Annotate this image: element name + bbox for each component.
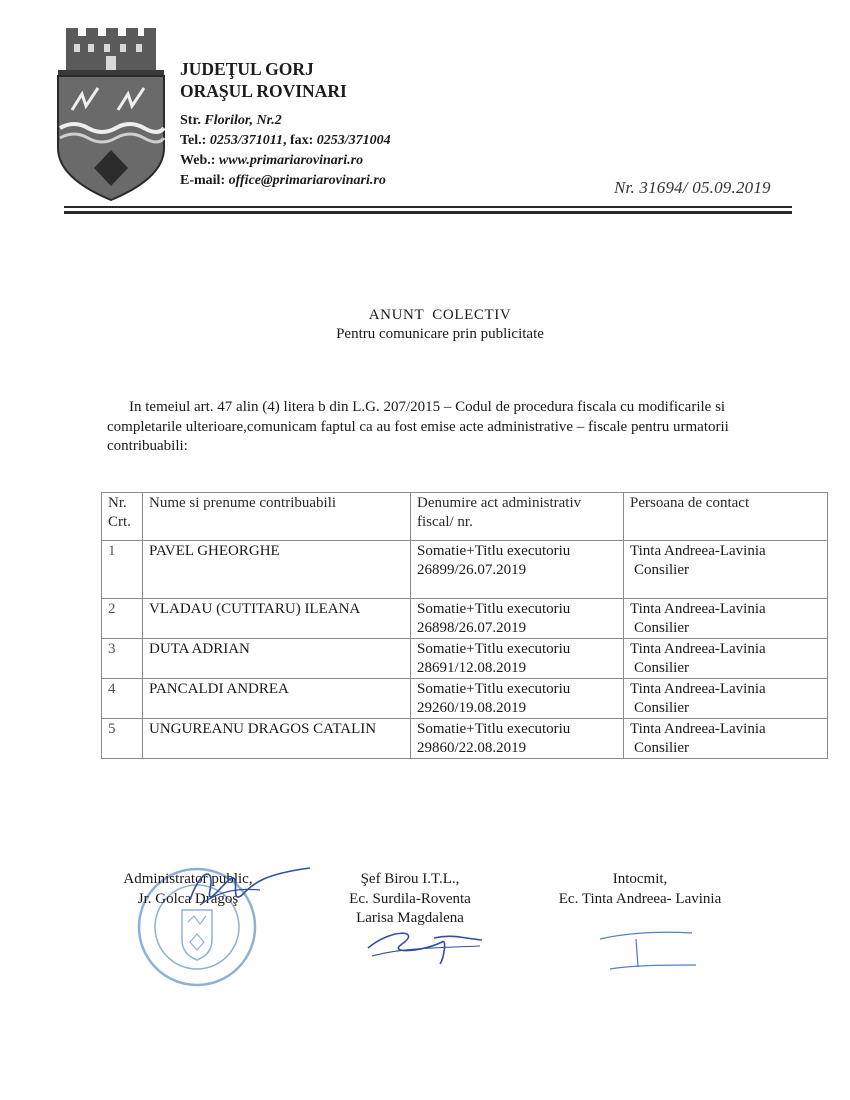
fax-value: 0253/371004 — [316, 133, 391, 148]
contact-name: Tinta Andreea-Lavinia — [630, 641, 766, 657]
table-row — [102, 599, 828, 639]
table-row — [102, 719, 828, 759]
address-label: Str. — [180, 113, 201, 128]
contact-name: Tinta Andreea-Lavinia — [630, 681, 766, 697]
signature-name-line2: Larisa Magdalena — [356, 910, 464, 926]
act-type: Somatie+Titlu executoriu — [417, 601, 571, 617]
handwritten-signature-right — [596, 925, 706, 975]
body-text: In temeiul art. 47 alin (4) litera b din L.G. 207/2015 – Codul de procedura fiscala cu modificarile si completarile ulterioare,comunicam faptul ca au fost emise acte administrative – fiscale pentru urmatorii contribuabili: — [107, 399, 729, 454]
signature-role: Intocmit, — [612, 871, 668, 887]
contact-name: Tinta Andreea-Lavinia — [630, 721, 766, 737]
cell-nr: 2 — [102, 599, 143, 639]
phone-value: 0253/371011 — [209, 133, 283, 148]
signature-role: Şef Birou I.T.L., — [360, 871, 460, 887]
letterhead — [180, 58, 391, 191]
cell-nr: 1 — [102, 541, 143, 599]
cell-act — [411, 541, 624, 599]
announcement-title — [0, 306, 850, 344]
table-row — [102, 679, 828, 719]
county-name: JUDEŢUL GORJ — [180, 59, 314, 79]
document-number: Nr. 31694/ 05.09.2019 — [614, 178, 771, 197]
cell-nr: 4 — [102, 679, 143, 719]
header-name: Nume si prenume contribuabili — [143, 493, 411, 541]
web-line — [180, 151, 391, 171]
contact-name: Tinta Andreea-Lavinia — [630, 601, 766, 617]
body-paragraph — [107, 398, 747, 457]
web-label: Web.: — [180, 153, 216, 168]
address-line — [180, 111, 391, 131]
contact-name: Tinta Andreea-Lavinia — [630, 543, 766, 559]
cell-act — [411, 639, 624, 679]
coat-of-arms-icon — [52, 28, 170, 204]
fax-label: , fax: — [282, 133, 314, 148]
signature-name: Ec. Surdila-Roventa — [349, 890, 471, 907]
cell-name: VLADAU (CUTITARU) ILEANA — [143, 599, 411, 639]
act-type: Somatie+Titlu executoriu — [417, 721, 571, 737]
cell-act — [411, 679, 624, 719]
act-number: 26898/26.07.2019 — [417, 620, 527, 636]
header-divider-thick — [64, 211, 792, 214]
act-number: 28691/12.08.2019 — [417, 660, 527, 676]
contact-role: Consilier — [634, 620, 689, 636]
header-act: Denumire act administrativ fiscal/ nr. — [411, 493, 624, 541]
address-value: Florilor, Nr.2 — [204, 113, 282, 128]
header-divider — [64, 206, 792, 208]
table-row — [102, 639, 828, 679]
cell-nr: 5 — [102, 719, 143, 759]
town-name: ORAŞUL ROVINARI — [180, 81, 347, 101]
header-contact: Persoana de contact — [624, 493, 828, 541]
email-line — [180, 171, 391, 191]
signature-role: Administrator public, — [123, 871, 253, 887]
table-header-row — [102, 493, 828, 541]
phone-label: Tel.: — [180, 133, 207, 148]
cell-contact — [624, 541, 828, 599]
act-number: 29860/22.08.2019 — [417, 740, 527, 756]
taxpayers-table — [101, 492, 828, 759]
signature-name: Ec. Tinta Andreea- Lavinia — [558, 890, 722, 907]
web-link[interactable]: www.primariarovinari.ro — [218, 153, 364, 168]
signature-block-author — [540, 870, 740, 909]
act-number: 26899/26.07.2019 — [417, 562, 527, 578]
act-number: 29260/19.08.2019 — [417, 700, 527, 716]
cell-contact — [624, 679, 828, 719]
cell-name: UNGUREANU DRAGOS CATALIN — [143, 719, 411, 759]
contact-role: Consilier — [634, 740, 689, 756]
header-nr: Nr. Crt. — [102, 493, 143, 541]
cell-name: PANCALDI ANDREA — [143, 679, 411, 719]
cell-nr: 3 — [102, 639, 143, 679]
act-type: Somatie+Titlu executoriu — [417, 543, 571, 559]
handwritten-signature-middle — [362, 918, 492, 968]
email-link[interactable]: office@primariarovinari.ro — [228, 173, 386, 188]
contact-role: Consilier — [634, 660, 689, 676]
cell-act — [411, 599, 624, 639]
cell-contact — [624, 639, 828, 679]
contact-role: Consilier — [634, 700, 689, 716]
cell-name: DUTA ADRIAN — [143, 639, 411, 679]
cell-name: PAVEL GHEORGHE — [143, 541, 411, 599]
title-subtitle: Pentru comunicare prin publicitate — [336, 326, 544, 342]
title-main: ANUNT COLECTIV — [368, 307, 512, 323]
act-type: Somatie+Titlu executoriu — [417, 681, 571, 697]
act-type: Somatie+Titlu executoriu — [417, 641, 571, 657]
cell-act — [411, 719, 624, 759]
cell-contact — [624, 719, 828, 759]
phone-line — [180, 131, 391, 151]
signature-name: Jr. Golca Dragoş — [137, 890, 239, 907]
contact-role: Consilier — [634, 562, 689, 578]
table-row — [102, 541, 828, 599]
handwritten-signature-left — [170, 860, 320, 930]
email-label: E-mail: — [180, 173, 226, 188]
cell-contact — [624, 599, 828, 639]
